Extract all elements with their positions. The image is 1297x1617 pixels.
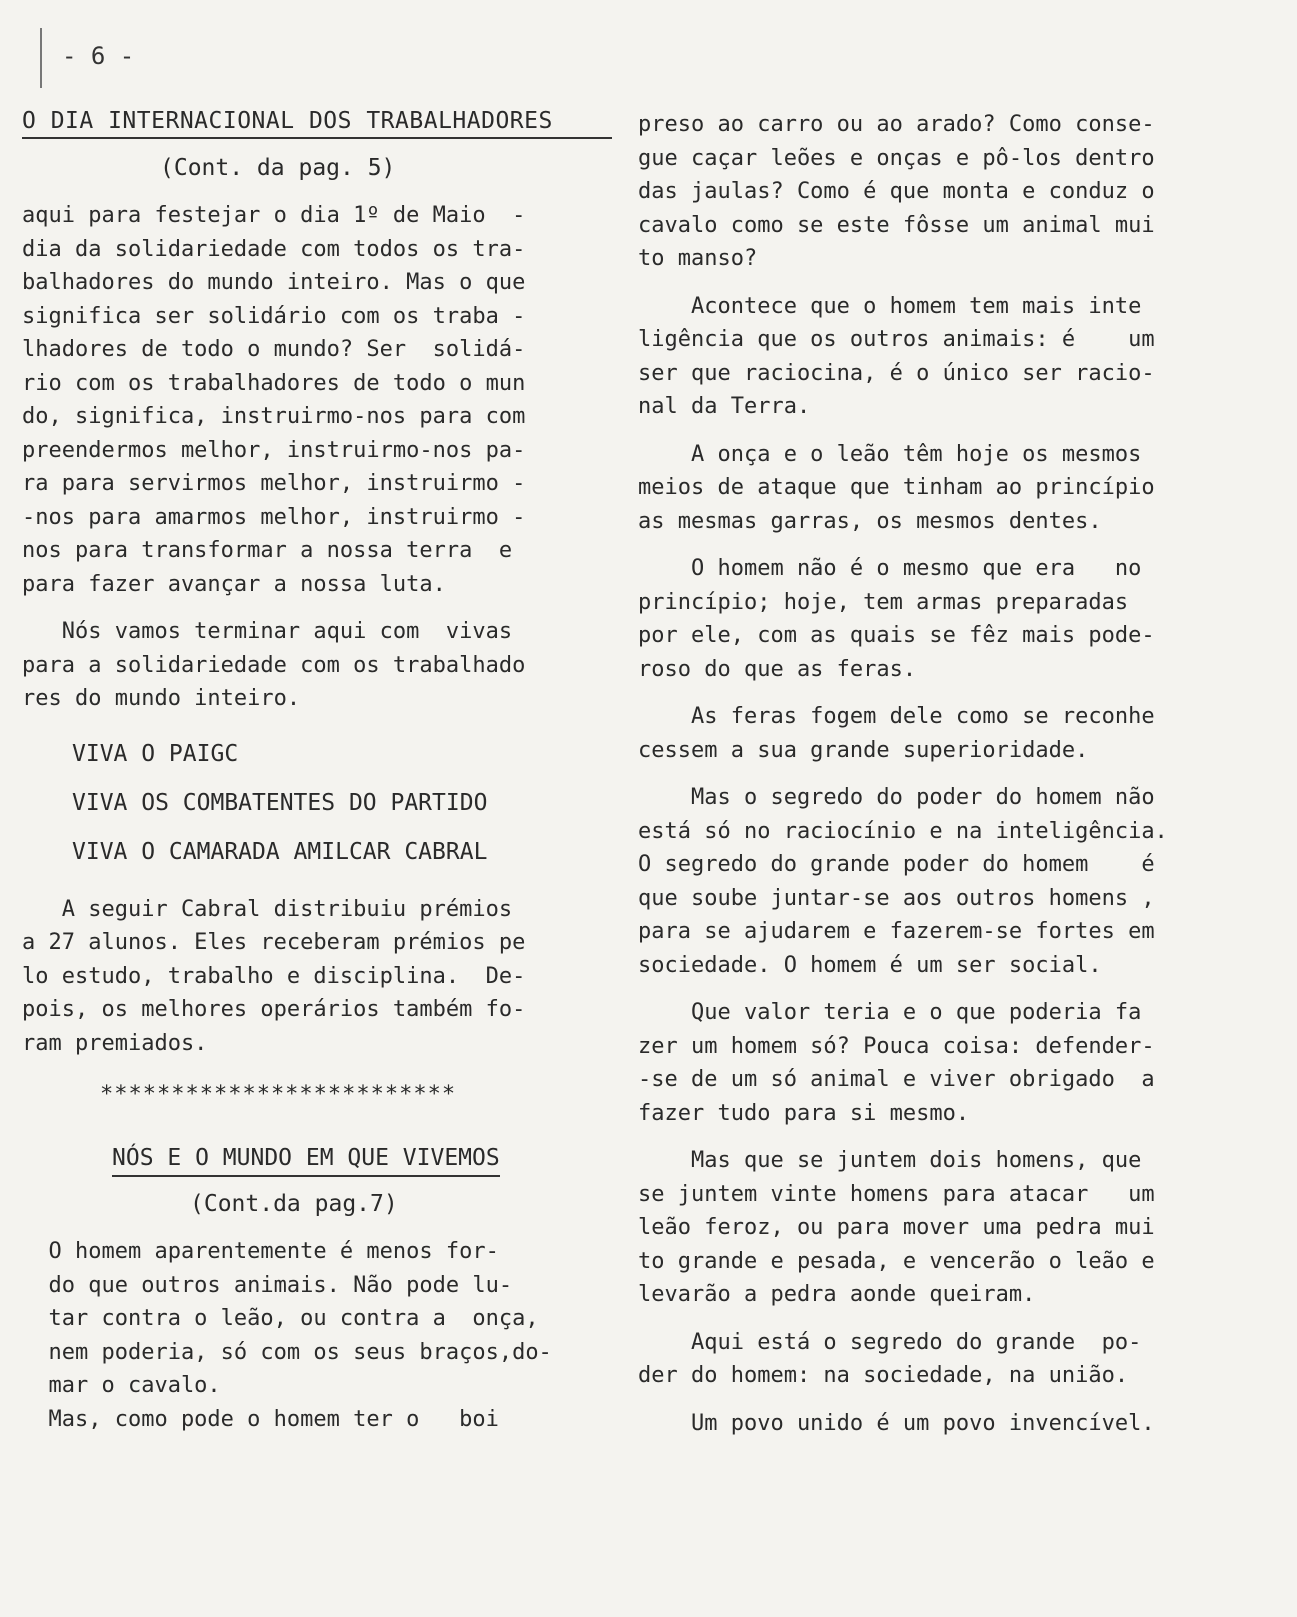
left-column [22, 108, 612, 1450]
paragraph: O homem aparentemente é menos for- do que outros animais. Não pode lu- tar contra o leão, ou contra a onça, nem poderia, só com os seus braços,do- mar o cavalo. Mas, como pode o homem ter o boi [48, 1239, 552, 1432]
margin-mark [40, 28, 42, 88]
slogan-list [72, 730, 612, 877]
section-divider: ************************* [100, 1082, 457, 1107]
article-heading-2: NÓS E O MUNDO EM QUE VIVEMOS [112, 1145, 500, 1177]
paragraph: As feras fogem dele como se reconhe cessem a sua grande superioridade. [638, 704, 1155, 763]
paragraph: A seguir Cabral distribuiu prémios a 27 alunos. Eles receberam prémios pe lo estudo, trabalho e disciplina. De- pois, os melhores operários também fo- ram premiados. [22, 896, 526, 1056]
paragraph: O homem não é o mesmo que era no princípio; hoje, tem armas preparadas por ele, com as quais se fêz mais pode- roso do que as feras. [638, 556, 1155, 682]
continuation-note-2: (Cont.da pag.7) [190, 1191, 398, 1217]
slogan: VIVA O PAIGC [72, 740, 239, 767]
continuation-note: (Cont. da pag. 5) [160, 155, 396, 181]
paragraph: Mas o segredo do poder do homem não está só no raciocínio e na inteligência. O segredo do grande poder do homem é que soube juntar-se aos outros homens , para se ajudarem e fazerem-se fortes em sociedade. O homem é um ser social. [638, 785, 1168, 978]
paragraph: Que valor teria e o que poderia fa zer um homem só? Pouca coisa: defender- -se de um só animal e viver obrigado a fazer tudo para si mesmo. [638, 1000, 1155, 1126]
article-heading: O DIA INTERNACIONAL DOS TRABALHADORES [22, 108, 612, 139]
paragraph: A onça e o leão têm hoje os mesmos meios de ataque que tinham ao princípio as mesmas garras, os mesmos dentes. [638, 441, 1155, 534]
paragraph: Um povo unido é um povo invencível. [638, 1410, 1155, 1436]
slogan: VIVA O CAMARADA AMILCAR CABRAL [72, 838, 488, 865]
right-column [638, 108, 1258, 1454]
paragraph: preso ao carro ou ao arado? Como conse- gue caçar leões e onças e pô-los dentro das jaulas? Como é que monta e conduz o cavalo como se este fôsse um animal mui to manso? [638, 112, 1155, 271]
paragraph: Acontece que o homem tem mais inte ligência que os outros animais: é um ser que raciocina, é o único ser racio- nal da Terra. [638, 293, 1155, 419]
heading-wrap [22, 1145, 612, 1177]
slogan: VIVA OS COMBATENTES DO PARTIDO [72, 789, 488, 816]
paragraph: Mas que se juntem dois homens, que se juntem vinte homens para atacar um leão feroz, ou para mover uma pedra mui to grande e pesada, e vencerão o leão e levarão a pedra aonde queiram. [638, 1148, 1155, 1307]
paragraph: Aqui está o segredo do grande po- der do homem: na sociedade, na união. [638, 1329, 1142, 1388]
paragraph: aqui para festejar o dia 1º de Maio - dia da solidariedade com todos os tra- balhadores do mundo inteiro. Mas o que significa ser solidário com os traba - lhadores de todo o mundo? Ser solidá- rio com os trabalhadores de todo o mun do, significa, instruirmo-nos para com preendermos melhor, instruirmo-nos pa- ra para servirmos melhor, instruirmo - -nos para amarmos melhor, instruirmo - nos para transformar a nossa terra e para fazer avançar a nossa luta. [22, 203, 526, 597]
page-number: - 6 - [62, 42, 135, 70]
paragraph: Nós vamos terminar aqui com vivas para a solidariedade com os trabalhado res do mundo inteiro. [22, 619, 526, 711]
